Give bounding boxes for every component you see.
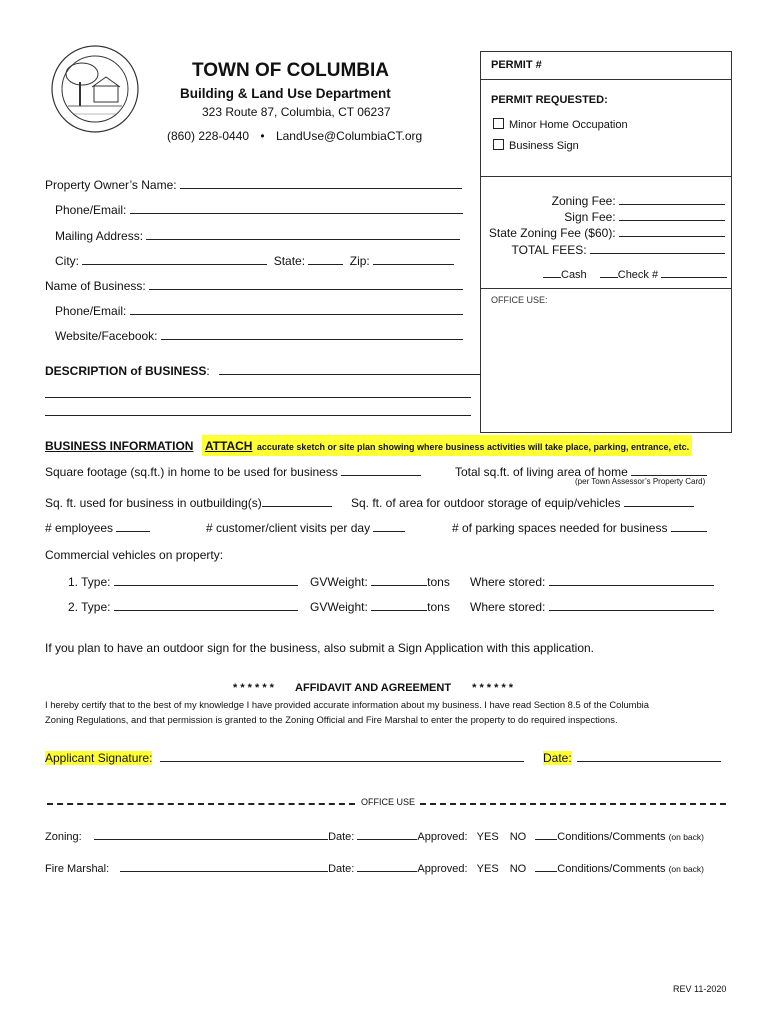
city-row: City: State: Zip:	[55, 252, 454, 268]
email: LandUse@ColumbiaCT.org	[275, 129, 423, 143]
vehicle-weight-2-row: GVWeight: tons	[310, 600, 450, 614]
zoning-fee-field[interactable]	[619, 192, 725, 205]
affidavit-title: AFFIDAVIT AND AGREEMENT	[295, 682, 452, 694]
revision-label: REV 11-2020	[673, 984, 727, 994]
cash-field[interactable]	[543, 265, 561, 278]
vehicle-stored-2-row: Where stored:	[470, 598, 714, 614]
fire-marshal-approval-row: Fire Marshal: Date: Approved: YES NO Conditions/Comments (on back)	[45, 859, 704, 875]
contact-line	[167, 129, 422, 143]
checkbox[interactable]	[493, 139, 504, 150]
total-fees-row: TOTAL FEES:	[512, 241, 725, 257]
zoning-official-field[interactable]	[94, 827, 328, 840]
state-fee-field[interactable]	[619, 224, 725, 237]
website-row: Website/Facebook:	[55, 327, 463, 343]
business-name-field[interactable]	[149, 277, 463, 290]
employees-field[interactable]	[116, 519, 150, 532]
website-field[interactable]	[161, 327, 463, 340]
vehicle-stored-2-field[interactable]	[549, 598, 714, 611]
seal-emblem-icon	[50, 44, 140, 134]
parking-field[interactable]	[671, 519, 707, 532]
owner-name-row: Property Owner’s Name:	[45, 176, 462, 192]
permit-box-divider-3	[480, 288, 731, 289]
sqft-outbuilding-field[interactable]	[262, 494, 332, 507]
sqft-outbuilding-row: Sq. ft. used for business in outbuilding(s)	[45, 494, 332, 510]
zoning-conditions-mark[interactable]	[535, 827, 557, 840]
vehicle-weight-1-field[interactable]	[371, 573, 427, 586]
description-field-2[interactable]	[45, 397, 471, 398]
employees-row: # employees	[45, 519, 150, 535]
zoning-no-option[interactable]: NO	[509, 831, 527, 843]
business-info-heading-row	[45, 437, 692, 455]
parking-row: # of parking spaces needed for business	[452, 519, 707, 535]
state-fee-row: State Zoning Fee ($60):	[489, 224, 725, 240]
business-phone-field[interactable]	[130, 302, 463, 315]
total-fees-field[interactable]	[590, 241, 725, 254]
vehicle-type-2-field[interactable]	[114, 598, 298, 611]
date-row: Date:	[543, 749, 721, 765]
town-title: TOWN OF COLUMBIA	[192, 60, 390, 81]
vehicle-weight-2-field[interactable]	[371, 598, 427, 611]
zoning-approval-row: Zoning: Date: Approved: YES NO Conditions/Comments (on back)	[45, 827, 704, 843]
signature-row: Applicant Signature:	[45, 749, 524, 765]
zip-field[interactable]	[373, 252, 454, 265]
mailing-row: Mailing Address:	[55, 227, 460, 243]
affidavit-text-1: I hereby certify that to the best of my knowledge I have provided accurate information about my business. I have read Section 8.5 of the Columbia	[45, 699, 649, 710]
phone: (860) 228-0440	[167, 129, 250, 143]
permit-number-label: PERMIT #	[491, 59, 542, 71]
total-sqft-field[interactable]	[631, 463, 707, 476]
description-row: DESCRIPTION of BUSINESS:	[45, 362, 481, 378]
fire-marshal-field[interactable]	[120, 859, 328, 872]
bullet-separator: •	[260, 129, 265, 143]
fire-marshal-no-option[interactable]: NO	[509, 863, 527, 875]
option-minor-home-occupation[interactable]: Minor Home Occupation	[493, 118, 628, 131]
business-name-row: Name of Business:	[45, 277, 463, 293]
applicant-signature-field[interactable]	[160, 749, 524, 762]
affidavit-text-2: Zoning Regulations, and that permission is granted to the Zoning Official and Fire Marshal to enter the property to do required inspections.	[45, 714, 618, 725]
description-field-3[interactable]	[45, 415, 471, 416]
owner-phone-field[interactable]	[130, 201, 463, 214]
option-business-sign[interactable]: Business Sign	[493, 139, 579, 152]
vehicle-type-1-field[interactable]	[114, 573, 298, 586]
sqft-storage-field[interactable]	[624, 494, 694, 507]
vehicle-stored-1-field[interactable]	[549, 573, 714, 586]
permit-box-divider-1	[480, 79, 731, 80]
state-field[interactable]	[308, 252, 343, 265]
mailing-field[interactable]	[146, 227, 460, 240]
sqft-storage-row: Sq. ft. of area for outdoor storage of equip/vehicles	[351, 494, 694, 510]
department-title: Building & Land Use Department	[180, 86, 391, 101]
sign-note: If you plan to have an outdoor sign for the business, also submit a Sign Application with this application.	[45, 641, 594, 655]
vehicle-stored-1-row: Where stored:	[470, 573, 714, 589]
fire-marshal-yes-option[interactable]: YES	[476, 863, 499, 875]
business-info-heading: BUSINESS INFORMATION	[45, 439, 194, 453]
business-phone-row: Phone/Email:	[55, 302, 463, 318]
fire-marshal-conditions-mark[interactable]	[535, 859, 557, 872]
check-number-field[interactable]	[661, 265, 727, 278]
payment-row: Cash Check #	[543, 265, 727, 281]
office-use-section-label: OFFICE USE	[361, 797, 416, 807]
signature-date-field[interactable]	[577, 749, 721, 762]
attach-highlight: ATTACH accurate sketch or site plan showing where business activities will take place, parking, entrance, etc.	[202, 435, 692, 456]
office-use-divider-left	[47, 803, 355, 805]
total-sqft-row: Total sq.ft. of living area of home	[455, 463, 707, 479]
check-mark-field[interactable]	[600, 265, 618, 278]
visits-field[interactable]	[373, 519, 405, 532]
vehicle-type-1-row: 1. Type:	[68, 573, 298, 589]
visits-row: # customer/client visits per day	[206, 519, 405, 535]
vehicle-type-2-row: 2. Type:	[68, 598, 298, 614]
permit-box-divider-2	[480, 176, 731, 177]
owner-name-field[interactable]	[180, 176, 462, 189]
town-seal	[50, 44, 140, 134]
applicant-signature-label: Applicant Signature	[45, 751, 150, 765]
sign-fee-row: Sign Fee:	[564, 208, 725, 224]
city-field[interactable]	[82, 252, 267, 265]
zoning-date-field[interactable]	[357, 827, 417, 840]
owner-phone-row: Phone/Email:	[55, 201, 463, 217]
date-label: Date	[543, 751, 569, 765]
zoning-fee-row: Zoning Fee:	[552, 192, 725, 208]
vehicle-weight-1-row: GVWeight: tons	[310, 575, 450, 589]
office-use-divider-right	[420, 803, 726, 805]
vehicles-label: Commercial vehicles on property:	[45, 548, 224, 562]
sqft-home-field[interactable]	[341, 463, 421, 476]
zoning-yes-option[interactable]: YES	[476, 831, 499, 843]
sign-fee-field[interactable]	[619, 208, 725, 221]
description-field-1[interactable]	[219, 362, 481, 375]
assessor-note: (per Town Assessor’s Property Card)	[575, 477, 706, 486]
fire-marshal-date-field[interactable]	[357, 859, 417, 872]
sqft-home-row: Square footage (sq.ft.) in home to be used for business	[45, 463, 421, 479]
address: 323 Route 87, Columbia, CT 06237	[202, 105, 391, 119]
office-use-label: OFFICE USE:	[491, 295, 548, 305]
permit-requested-label: PERMIT REQUESTED:	[491, 94, 608, 106]
affidavit-heading: * * * * * * AFFIDAVIT AND AGREEMENT * * * * * *	[233, 682, 514, 694]
checkbox[interactable]	[493, 118, 504, 129]
